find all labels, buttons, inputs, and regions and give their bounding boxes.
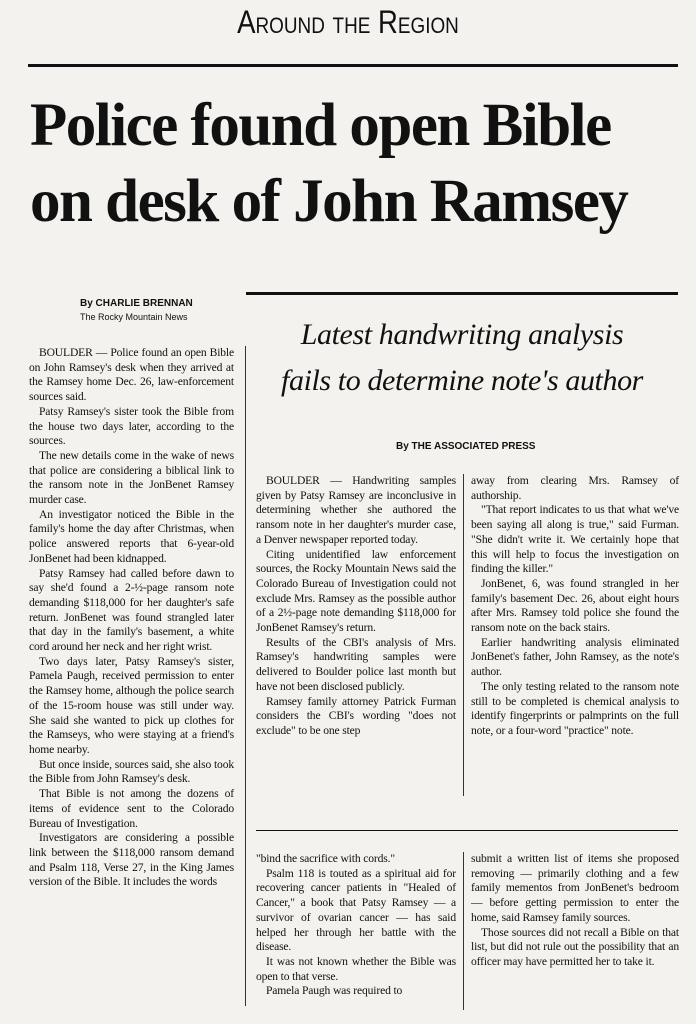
paragraph: Psalm 118 is touted as a spiritual aid for recovering cancer patients in "Healed of Cancer," a book that Patsy Ramsey — a survivor of ovarian cancer — has said helped her through her battle with the disease.: [256, 866, 456, 954]
paragraph: An investigator noticed the Bible in the family's home the day after Christmas, when police answered reports that 6-year-old JonBenet had been kidnapped.: [29, 507, 234, 565]
subhead-line: Latest handwriting analysis: [300, 318, 624, 351]
paragraph: Those sources did not recall a Bible on that list, but did not rule out the possibility that an officer may have permitted her to take it.: [471, 925, 679, 968]
headline-line: Police found open Bible: [30, 92, 611, 159]
paragraph: JonBenet, 6, was found strangled in her family's basement Dec. 26, about eight hours after Mrs. Ramsey told police she found the ransom note on the back stairs.: [471, 576, 679, 635]
paragraph: Two days later, Patsy Ramsey's sister, Pamela Paugh, received permission to enter the Ramsey home, although the police search of the 15-room house was still under way. She said she wanted to pick up clothes for the Ramseys, who were staying at a friend's home nearby.: [29, 654, 234, 756]
byline-org: The Rocky Mountain News: [80, 312, 188, 322]
byline-story1: [80, 298, 193, 322]
paragraph: "bind the sacrifice with cords.": [256, 852, 395, 865]
paragraph: Results of the CBI's analysis of Mrs. Ramsey's handwriting samples were delivered to Boulder police last month but have not been disclosed publicly.: [256, 635, 456, 693]
paragraph: "That report indicates to us that what we've been saying all along is true," said Furman. "She didn't write it. We certainly hope that this will help to focus the investigation on finding the killer.": [471, 503, 679, 576]
subhead: [246, 312, 678, 404]
subhead-line: fails to determine note's author: [281, 364, 643, 397]
headline: [30, 88, 680, 240]
story1-continued-a: [256, 852, 456, 999]
top-rule: [28, 64, 678, 67]
subhead-rule: [246, 292, 678, 295]
paragraph: Ramsey family attorney Patrick Furman considers the CBI's wording "does not exclude" to be one step: [256, 694, 456, 737]
paragraph: It was not known whether the Bible was open to that verse.: [256, 954, 456, 983]
paragraph: submit a written list of items she proposed removing — primarily clothing and a few family mementos from JonBenet's bedroom — before getting permission to enter the home, said Ramsey family sources.: [471, 852, 679, 924]
paragraph: But once inside, sources said, she also took the Bible from John Ramsey's desk.: [29, 757, 234, 786]
paragraph: BOULDER — Handwriting samples given by Patsy Ramsey are inconclusive in determining whether she authored the ransom note in her daughter's murder case, a Denver newspaper reported today.: [256, 474, 456, 546]
headline-line: on desk of John Ramsey: [30, 168, 628, 235]
byline-author: By CHARLIE BRENNAN: [80, 298, 193, 309]
column-divider: [463, 852, 464, 1010]
story2-column-b: [471, 474, 679, 739]
section-header: Around the Region: [237, 4, 459, 40]
story1-column: [29, 346, 234, 890]
byline-story2: By THE ASSOCIATED PRESS: [396, 441, 536, 452]
paragraph: Investigators are considering a possible link between the $118,000 ransom demand and Psalm 118, Verse 27, in the King James version of the Bible. It includes the words: [29, 831, 234, 889]
paragraph: Citing unidentified law enforcement sources, the Rocky Mountain News said the Colorado Bureau of Investigation could not exclude Mrs. Ramsey as the possible author of a 2½-page note demanding $118,000 for JonBenet Ramsey's return.: [256, 547, 456, 635]
column-divider: [463, 474, 464, 796]
lower-rule: [256, 830, 678, 831]
paragraph: The new details come in the wake of news that police are considering a biblical link to the ransom note in the JonBenet Ramsey murder case.: [29, 448, 234, 507]
paragraph: Earlier handwriting analysis eliminated JonBenet's father, John Ramsey, as the note's author.: [471, 635, 679, 679]
paragraph: away from clearing Mrs. Ramsey of authorship.: [471, 474, 679, 502]
column-divider: [245, 346, 246, 1006]
paragraph: BOULDER — Police found an open Bible on John Ramsey's desk when they arrived at the Ramsey home Dec. 26, law-enforcement sources said.: [29, 346, 234, 404]
paragraph: Patsy Ramsey had called before dawn to say she'd found a 2-½-page ransom note demanding $118,000 for her daughter's safe return. JonBenet was found strangled later that day in the family's basement, a white cord around her neck and her right wrist.: [29, 566, 234, 654]
paragraph: That Bible is not among the dozens of items of evidence sent to the Colorado Bureau of Investigation.: [29, 787, 234, 830]
paragraph: Patsy Ramsey's sister took the Bible from the house two days later, according to the sources.: [29, 404, 234, 448]
paragraph: The only testing related to the ransom note still to be completed is chemical analysis to identify fingerprints or palmprints on the full note, or a four-word "practice" note.: [471, 679, 679, 737]
paragraph: Pamela Paugh was required to: [266, 984, 403, 998]
story2-column-a: [256, 474, 456, 739]
story1-continued-b: [471, 852, 679, 970]
